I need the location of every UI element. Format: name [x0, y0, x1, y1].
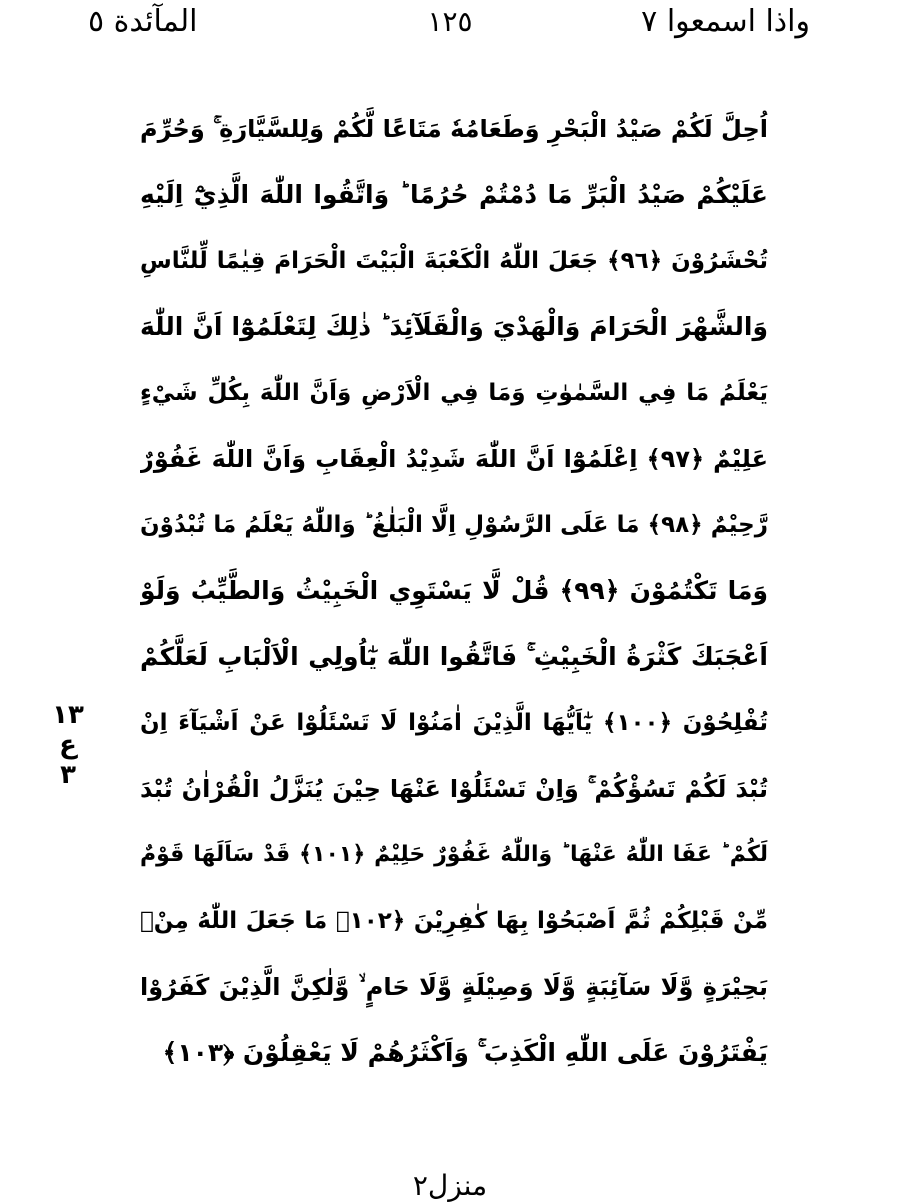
verse-block [140, 96, 768, 1086]
verse-line: وَالشَّهْرَ الْحَرَامَ وَالْهَدْيَ وَالْقَلَآئِدَ ؕ ذٰلِكَ لِتَعْلَمُوْٓا اَنَّ اللّٰهَ [140, 312, 768, 341]
verse-line: اُحِلَّ لَكُمْ صَيْدُ الْبَحْرِ وَطَعَامُهٗ مَتَاعًا لَّكُمْ وَلِلسَّيَّارَةِ ۚ وَحُرِّمَ [140, 115, 768, 143]
verse-line: مِّنْ قَبْلِكُمْ ثُمَّ اَصْبَحُوْا بِهَا كٰفِرِيْنَ ﴿١٠٢﴾ مَا جَعَلَ اللّٰهُ مِنْۢ [140, 908, 768, 934]
verse-line: تُحْشَرُوْنَ ﴿٩٦﴾ جَعَلَ اللّٰهُ الْكَعْبَةَ الْبَيْتَ الْحَرَامَ قِيٰمًا لِّلنَّاسِ [140, 248, 768, 274]
verse-line: يَعْلَمُ مَا فِي السَّمٰوٰتِ وَمَا فِي الْاَرْضِ وَاَنَّ اللّٰهَ بِكُلِّ شَيْءٍ [140, 380, 768, 406]
verse-line: عَلَيْكُمْ صَيْدُ الْبَرِّ مَا دُمْتُمْ حُرُمًا ؕ وَاتَّقُوا اللّٰهَ الَّذِيْٓ اِلَيْهِ [140, 180, 768, 209]
verse-line: بَحِيْرَةٍ وَّلَا سَآئِبَةٍ وَّلَا وَصِيْلَةٍ وَّلَا حَامٍ ۙ وَّلٰكِنَّ الَّذِيْنَ كَفَرُوْا [140, 973, 768, 1001]
ruku-marker [48, 700, 88, 790]
verse-line: رَّحِيْمٌ ﴿٩٨﴾ مَا عَلَى الرَّسُوْلِ اِلَّا الْبَلٰغُ ؕ وَاللّٰهُ يَعْلَمُ مَا تُبْدُوْنَ [140, 512, 768, 538]
verse-line: تُبْدَ لَكُمْ تَسُؤْكُمْ ۚ وَاِنْ تَسْئَلُوْا عَنْهَا حِيْنَ يُنَزَّلُ الْقُرْاٰنُ تُبْدَ [140, 775, 768, 803]
surah-name: المآئدة ٥ [88, 4, 198, 39]
verse-line: عَلِيْمٌ ﴿٩٧﴾ اِعْلَمُوْٓا اَنَّ اللّٰهَ شَدِيْدُ الْعِقَابِ وَاَنَّ اللّٰهَ غَفُوْرٌ [140, 445, 768, 473]
verse-line: لَكُمْ ؕ عَفَا اللّٰهُ عَنْهَا ؕ وَاللّٰهُ غَفُوْرٌ حَلِيْمٌ ﴿١٠١﴾ قَدْ سَاَلَهَا قَوْمٌ [140, 842, 768, 867]
ruku-marker-letter: ع [59, 730, 77, 760]
ruku-marker-top: ۱۳ [52, 700, 84, 730]
ruku-marker-bottom: ۳ [60, 760, 76, 790]
verse-line: اَعْجَبَكَ كَثْرَةُ الْخَبِيْثِ ۚ فَاتَّقُوا اللّٰهَ يٰٓاُولِي الْاَلْبَابِ لَعَلَّكُمْ [140, 642, 768, 671]
manzil-footer: منزل۲ [412, 1169, 488, 1202]
para-name: واذا اسمعوا ۷ [641, 4, 810, 39]
verse-line: يَفْتَرُوْنَ عَلَى اللّٰهِ الْكَذِبَ ۚ وَاَكْثَرُهُمْ لَا يَعْقِلُوْنَ ﴿١٠٣﴾ [162, 1038, 768, 1067]
verse-line: تُفْلِحُوْنَ ﴿١٠٠﴾ يٰٓاَيُّهَا الَّذِيْنَ اٰمَنُوْا لَا تَسْئَلُوْا عَنْ اَشْيَآءَ اِنْ [140, 710, 768, 736]
verse-line: وَمَا تَكْتُمُوْنَ ﴿٩٩﴾ قُلْ لَّا يَسْتَوِي الْخَبِيْثُ وَالطَّيِّبُ وَلَوْ [140, 576, 768, 605]
page-number: ١٢٥ [427, 5, 473, 38]
